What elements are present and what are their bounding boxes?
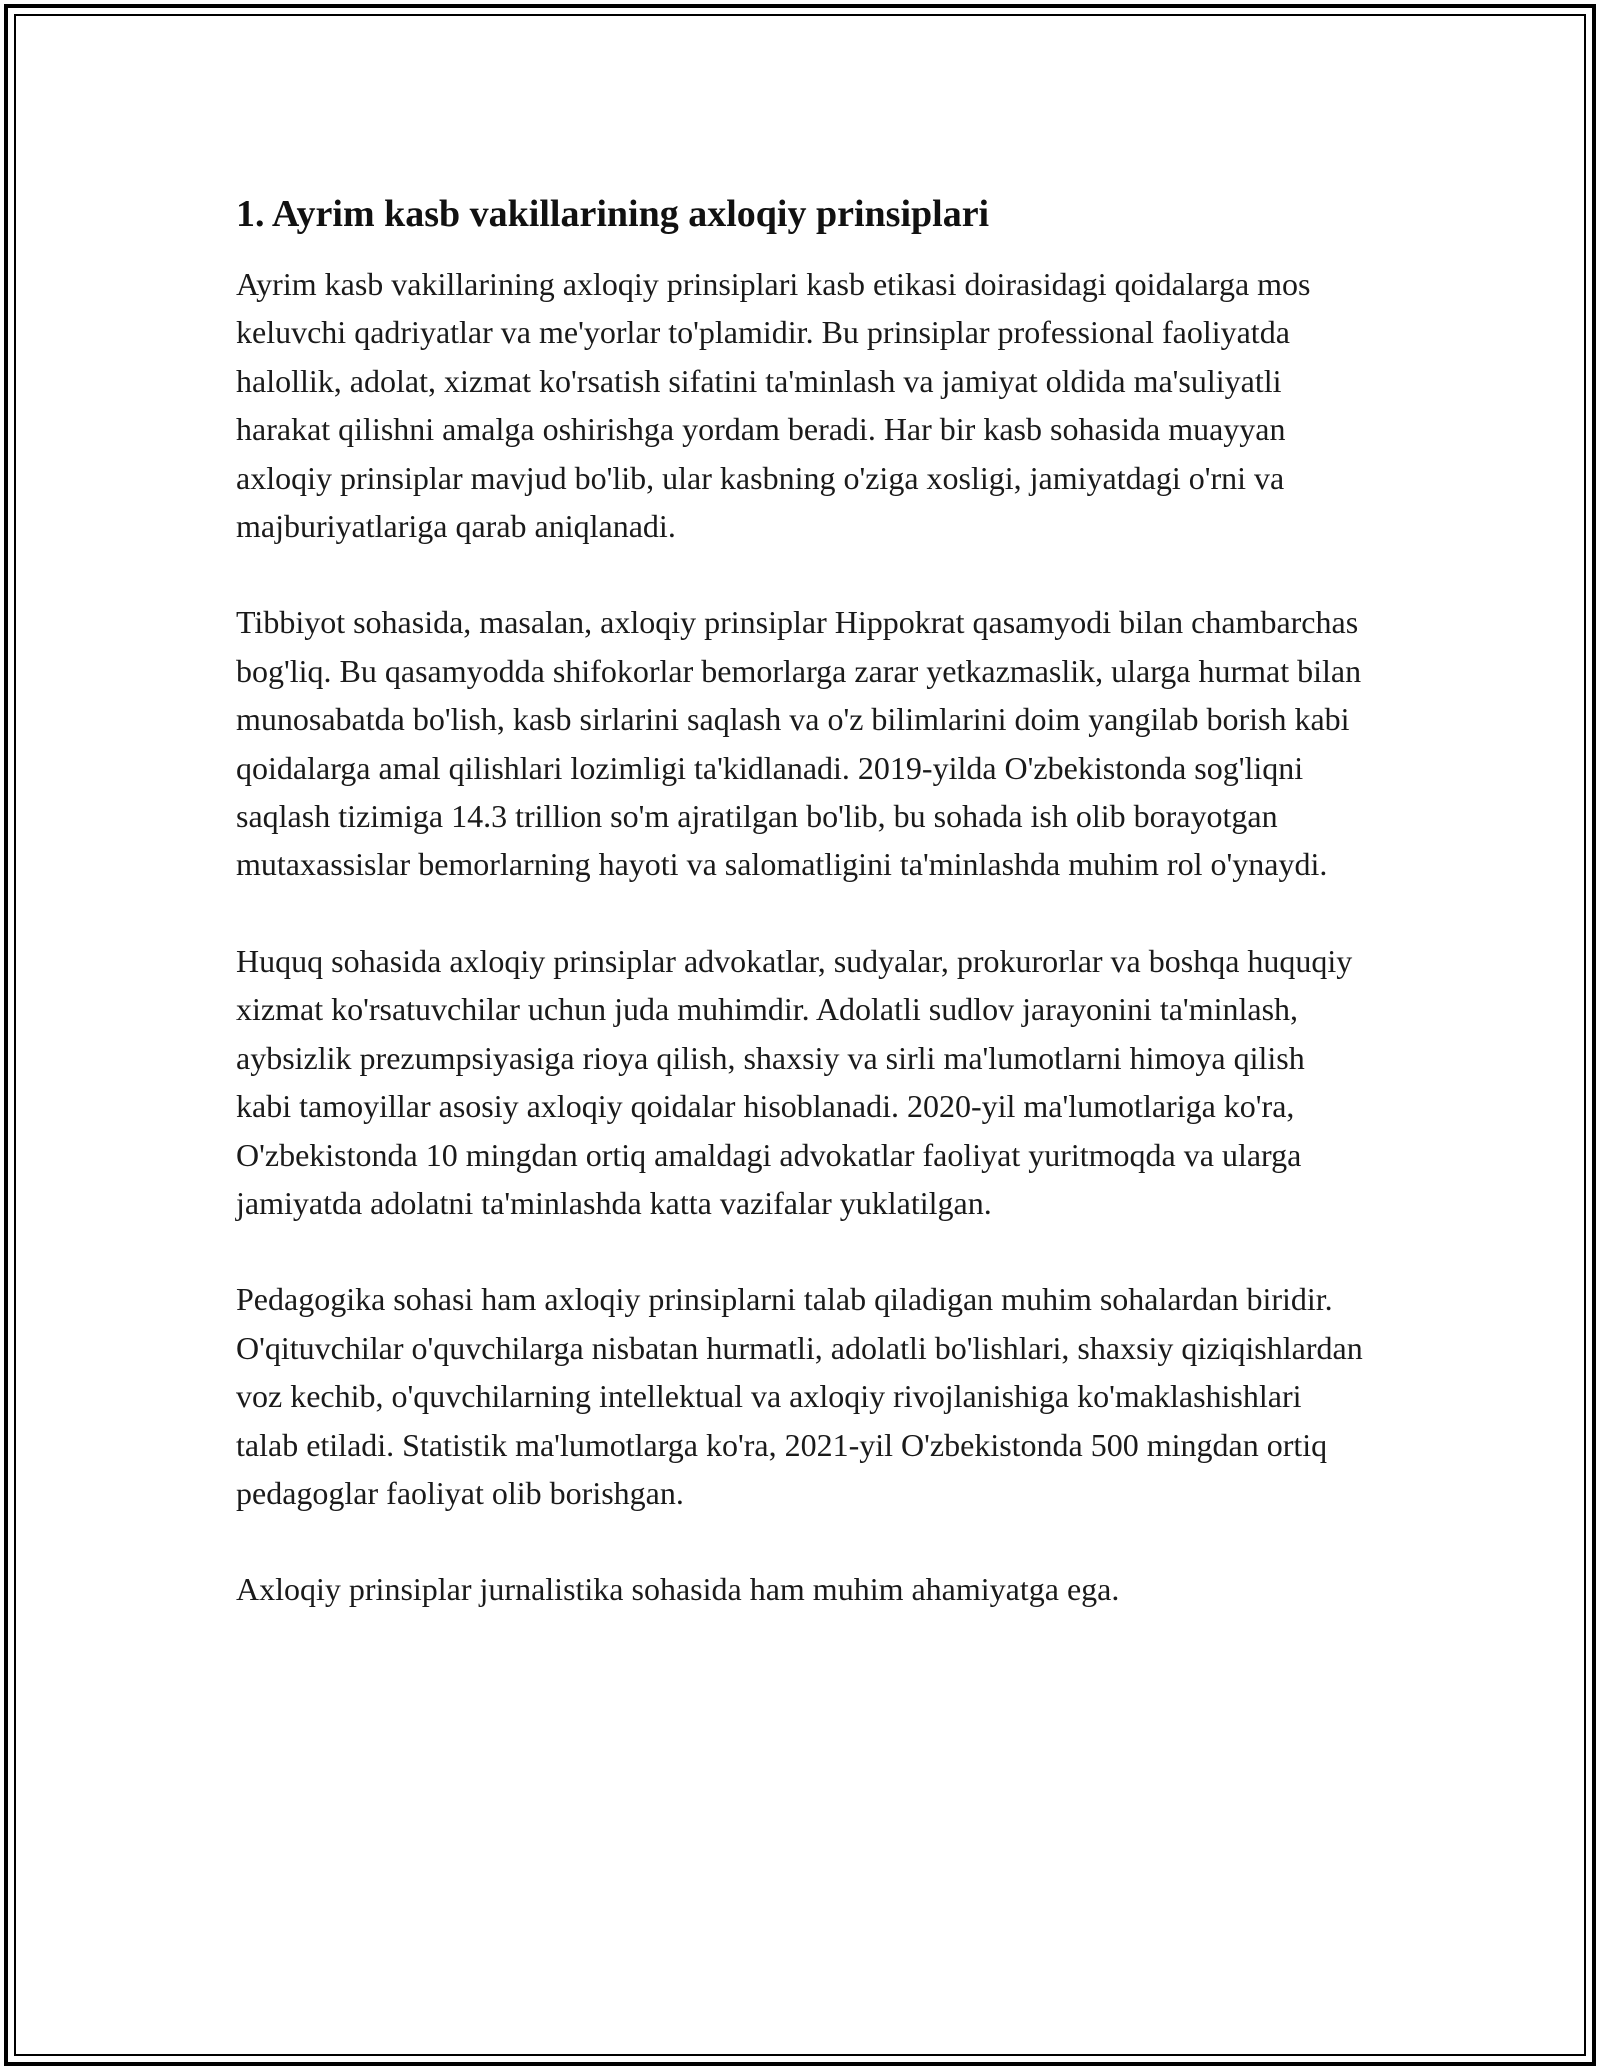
paragraph-journalism: Axloqiy prinsiplar jurnalistika sohasida ham muhim ahamiyatga ega. [236,1571,1120,1608]
document-body [236,190,1366,1662]
section-heading: 1. Ayrim kasb vakillarining axloqiy prinsiplari [236,193,990,235]
paragraph-intro: Ayrim kasb vakillarining axloqiy prinsiplari kasb etikasi doirasidagi qoidalarga mos keluvchi qadriyatlar va me'yorlar to'plamidir. Bu prinsiplar professional faoliyatda halollik, adolat, xizmat ko'rsatish sifatini ta'minlash va jamiyat oldida ma'suliyatli harakat qilishni amalga oshirishga yordam beradi. Har bir kasb sohasida muayyan axloqiy prinsiplar mavjud bo'lib, ular kasbning o'ziga xosligi, jamiyatdagi o'rni va majburiyatlariga qarab aniqlanadi. [236,266,1311,545]
paragraph-medicine: Tibbiyot sohasida, masalan, axloqiy prinsiplar Hippokrat qasamyodi bilan chambarchas bog'liq. Bu qasamyodda shifokorlar bemorlarga zarar yetkazmaslik, ularga hurmat bilan munosabatda bo'lish, kasb sirlarini saqlash va o'z bilimlarini doim yangilab borish kabi qoidalarga amal qilishlari lozimligi ta'kidlanadi. 2019-yilda O'zbekistonda sog'liqni saqlash tizimiga 14.3 trillion so'm ajratilgan bo'lib, bu sohada ish olib borayotgan mutaxassislar bemorlarning hayoti va salomatligini ta'minlashda muhim rol o'ynaydi. [236,604,1362,883]
paragraph-pedagogy: Pedagogika sohasi ham axloqiy prinsiplarni talab qiladigan muhim sohalardan biridir. O'qituvchilar o'quvchilarga nisbatan hurmatli, adolatli bo'lishlari, shaxsiy qiziqishlardan voz kechib, o'quvchilarning intellektual va axloqiy rivojlanishiga ko'maklashishlari talab etiladi. Statistik ma'lumotlarga ko'ra, 2021-yil O'zbekistonda 500 mingdan ortiq pedagoglar faoliyat olib borishgan. [236,1281,1363,1511]
paragraph-law: Huquq sohasida axloqiy prinsiplar advokatlar, sudyalar, prokurorlar va boshqa huquqiy xizmat ko'rsatuvchilar uchun juda muhimdir. Adolatli sudlov jarayonini ta'minlash, aybsizlik prezumpsiyasiga rioya qilish, shaxsiy va sirli ma'lumotlarni himoya qilish kabi tamoyillar asosiy axloqiy qoidalar hisoblanadi. 2020-yil ma'lumotlariga ko'ra, O'zbekistonda 10 mingdan ortiq amaldagi advokatlar faoliyat yuritmoqda va ularga jamiyatda adolatni ta'minlashda katta vazifalar yuklatilgan. [236,942,1353,1221]
